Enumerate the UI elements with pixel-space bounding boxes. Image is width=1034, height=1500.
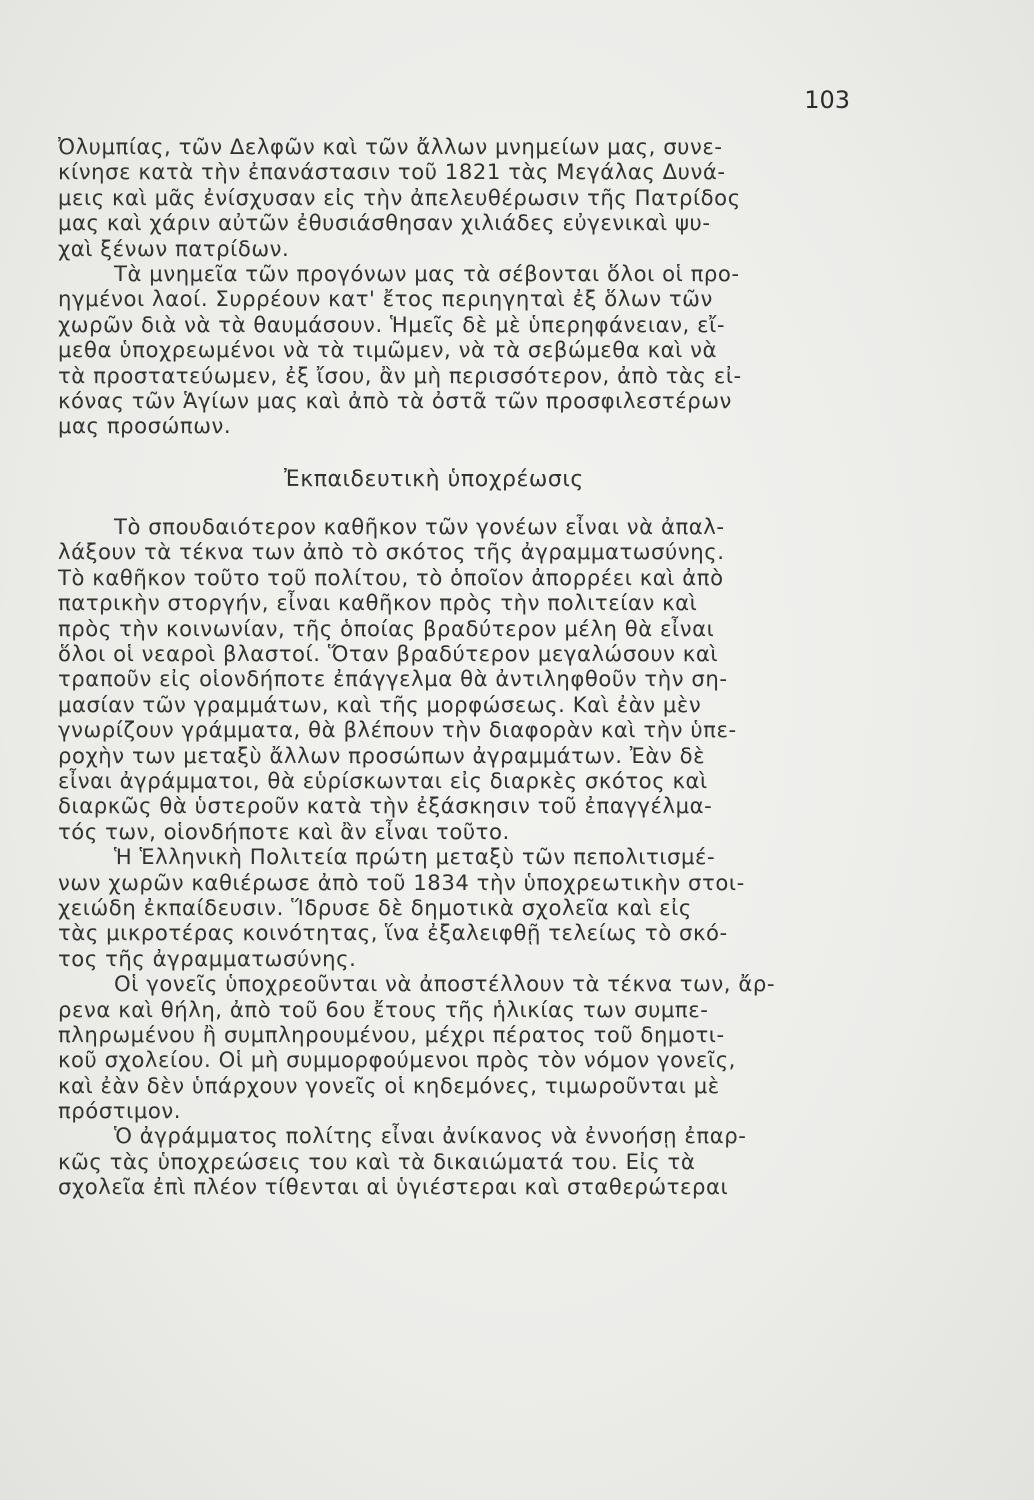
text-line: κίνησε κατὰ τὴν ἐπανάστασιν τοῦ 1821 τὰς Μεγάλας Δυνά-	[58, 159, 726, 185]
page-body	[58, 134, 848, 1200]
text-line: γνωρίζουν γράμματα, θὰ βλέπουν τὴν διαφορὰν καὶ τὴν ὑπε-	[58, 717, 737, 743]
paragraph-6	[58, 1123, 848, 1199]
text-line: τὰς μικροτέρας κοινότητας, ἵνα ἐξαλειφθῇ τελείως τὸ σκό-	[58, 920, 728, 946]
text-line: λάξουν τὰ τέκνα των ἀπὸ τὸ σκότος τῆς ἀγραμματωσύνης.	[58, 539, 725, 565]
text-line: πρὸς τὴν κοινωνίαν, τῆς ὁποίας βραδύτερον μέλη θὰ εἶναι	[58, 615, 715, 641]
spacer	[58, 439, 848, 467]
text-line: χαὶ ξένων πατρίδων.	[58, 235, 290, 261]
text-line: μασίαν τῶν γραμμάτων, καὶ τῆς μορφώσεως. Καὶ ἐὰν μὲν	[58, 691, 702, 717]
text-line: τὰ προστατεύωμεν, ἐξ ἴσου, ἂν μὴ περισσότερον, ἀπὸ τὰς εἰ-	[58, 362, 742, 388]
text-line: μας προσώπων.	[58, 413, 232, 439]
paragraph-1	[58, 134, 848, 261]
text-line: εἶναι ἀγράμματοι, θὰ εὑρίσκωνται εἰς διαρκὲς σκότος καὶ	[58, 767, 708, 793]
text-line: χωρῶν διὰ νὰ τὰ θαυμάσουν. Ἡμεῖς δὲ μὲ ὑπερηφάνειαν, εἴ-	[58, 311, 726, 337]
text-line: μεις καὶ μᾶς ἐνίσχυσαν εἰς τὴν ἀπελευθέρωσιν τῆς Πατρίδος	[58, 184, 741, 210]
text-line: ηγμένοι λαοί. Συρρέουν κατ' ἔτος περιηγηταὶ ἐξ ὅλων τῶν	[58, 286, 713, 312]
text-line: Οἱ γονεῖς ὑποχρεοῦνται νὰ ἀποστέλλουν τὰ τέκνα των, ἄρ-	[114, 971, 776, 997]
text-line: Ἡ Ἑλληνικὴ Πολιτεία πρώτη μεταξὺ τῶν πεπολιτισμέ-	[114, 844, 716, 870]
text-line: τραποῦν εἰς οἱονδήποτε ἐπάγγελμα θὰ ἀντιληφθοῦν τὴν ση-	[58, 666, 728, 692]
text-line: κῶς τὰς ὑποχρεώσεις του καὶ τὰ δικαιώματά του. Εἰς τὰ	[58, 1148, 696, 1174]
text-line: Τὸ σπουδαιότερον καθῆκον τῶν γονέων εἶναι νὰ ἀπαλ-	[114, 514, 725, 540]
text-line: διαρκῶς θὰ ὑστεροῦν κατὰ τὴν ἐξάσκησιν τοῦ ἐπαγγέλμα-	[58, 793, 713, 819]
text-line: πληρωμένου ἢ συμπληρουμένου, μέχρι πέρατος τοῦ δημοτι-	[58, 1021, 725, 1047]
text-line: ρενα καὶ θήλη, ἀπὸ τοῦ 6ου ἔτους τῆς ἡλικίας των συμπε-	[58, 996, 709, 1022]
text-line: χειώδη ἐκπαίδευσιν. Ἵδρυσε δὲ δημοτικὰ σχολεῖα καὶ εἰς	[58, 894, 692, 920]
paragraph-4	[58, 844, 848, 971]
spacer	[58, 492, 848, 514]
text-line: ὅλοι οἱ νεαροὶ βλαστοί. Ὅταν βραδύτερον μεγαλώσουν καὶ	[58, 641, 719, 667]
paragraph-3	[58, 514, 848, 844]
text-line: μεθα ὑποχρεωμένοι νὰ τὰ τιμῶμεν, νὰ τὰ σεβώμεθα καὶ νὰ	[58, 337, 718, 363]
text-line: τός των, οἱονδήποτε καὶ ἂν εἶναι τοῦτο.	[58, 818, 510, 844]
section-heading: Ἐκπαιδευτικὴ ὑποχρέωσις	[284, 466, 584, 492]
text-line: καὶ ἐὰν δὲν ὑπάρχουν γονεῖς οἱ κηδεμόνες, τιμωροῦνται μὲ	[58, 1072, 720, 1098]
paragraph-5	[58, 971, 848, 1123]
text-line: σχολεῖα ἐπὶ πλέον τίθενται αἱ ὑγιέστεραι καὶ σταθερώτεραι	[58, 1174, 729, 1200]
paragraph-2	[58, 261, 848, 439]
text-line: πατρικὴν στοργήν, εἶναι καθῆκον πρὸς τὴν πολιτείαν καὶ	[58, 590, 698, 616]
text-line: Τὰ μνημεῖα τῶν προγόνων μας τὰ σέβονται ὅλοι οἱ προ-	[114, 260, 740, 286]
text-line: πρόστιμον.	[58, 1098, 182, 1124]
text-line: τος τῆς ἀγραμματωσύνης.	[58, 945, 357, 971]
text-line: κόνας τῶν Ἁγίων μας καὶ ἀπὸ τὰ ὀστᾶ τῶν προσφιλεστέρων	[58, 387, 732, 413]
text-line: μας καὶ χάριν αὐτῶν ἐθυσιάσθησαν χιλιάδες εὐγενικαὶ ψυ-	[58, 210, 711, 236]
text-line: Ὁ ἀγράμματος πολίτης εἶναι ἀνίκανος νὰ ἐννοήσῃ ἐπαρ-	[114, 1123, 747, 1149]
text-line: Ὀλυμπίας, τῶν Δελφῶν καὶ τῶν ἄλλων μνημείων μας, συνε-	[58, 134, 723, 159]
text-line: κοῦ σχολείου. Οἱ μὴ συμμορφούμενοι πρὸς τὸν νόμον γονεῖς,	[58, 1047, 736, 1073]
text-line: νων χωρῶν καθιέρωσε ἀπὸ τοῦ 1834 τὴν ὑποχρεωτικὴν στοι-	[58, 869, 745, 895]
text-line: Τὸ καθῆκον τοῦτο τοῦ πολίτου, τὸ ὁποῖον ἀπορρέει καὶ ἀπὸ	[58, 564, 724, 590]
page-number: 103	[804, 86, 850, 114]
text-line: ροχὴν των μεταξὺ ἄλλων προσώπων ἀγραμμάτων. Ἐὰν δὲ	[58, 742, 706, 768]
